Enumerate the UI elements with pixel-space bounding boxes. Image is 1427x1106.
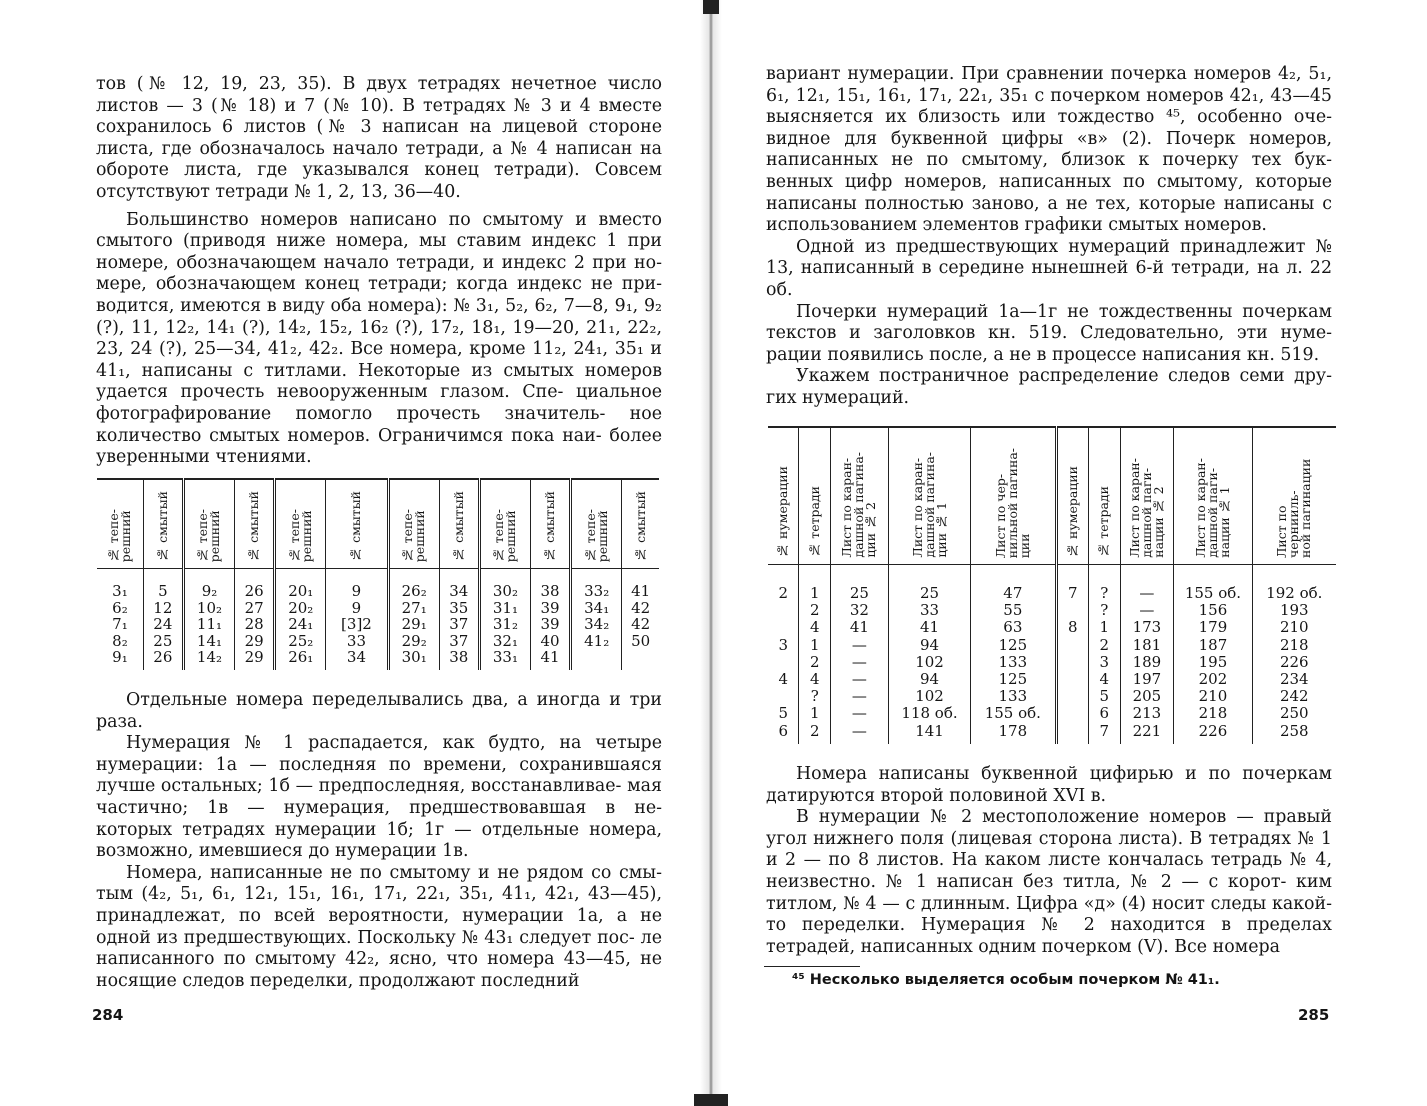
- table-column-cell: 33₂ 34₁ 34₂ 41₂: [571, 569, 622, 670]
- table-header: № тепе- решний: [183, 479, 234, 569]
- table-column-cell: 3₁ 6₂ 7₁ 8₂ 9₁: [112, 582, 128, 666]
- table-header: № тетради: [1089, 427, 1120, 565]
- table-column-cell: 30₂ 31₁ 31₂ 32₁ 33₁: [479, 569, 530, 670]
- left-paragraph-4: Нумерация № 1 распадается, как будто, на четыре нумерации: 1а — последняя по времени, сохранившаяся лучше остальных; 1б — предпоследняя, восстанавливае- мая частично; 1в — нумерация, предшествовавшая в не- которых тетрадях нумерации 1б; 1г — отдельные номера, возможно, имевшиеся до нумерации 1в.: [96, 733, 662, 862]
- table-header: Лист по чернииль- ной пагинации: [1252, 427, 1336, 565]
- table-column-cell: 9₂ 10₂ 11₁ 14₁ 14₂: [183, 569, 234, 670]
- left-paragraph-3: Отдельные номера переделывались два, а иногда и три раза.: [96, 690, 662, 732]
- footnote: ⁴⁵ Несколько выделяется особым почерком № 41₁.: [792, 972, 1220, 988]
- right-page: [712, 0, 1427, 1106]
- right-text-top: [766, 64, 1332, 410]
- right-paragraph-3: Почерки нумераций 1а—1г не тождественны почеркам текстов и заголовков кн. 519. Следовательно, эти нуме- рации появились после, а не в процессе написания кн. 519.: [766, 301, 1332, 365]
- left-paragraph-5: Номера, написанные не по смытому и не рядом со смы- тым (4₂, 5₁, 6₁, 12₁, 15₁, 16₁, 17₁, 22₁, 35₁, 41₁, 42₁, 43—45), принадлежат, по всей вероятности, нумерации 1а, а не одной из предшествующих. Поскольку № 43₁ следует пос- ле написанного по смытому 42₂, ясно, что номера 43—45, не носящие следов переделки, продолжают последний: [96, 862, 662, 991]
- page-number-left: 284: [92, 1006, 124, 1024]
- table-header: № смытый: [235, 479, 275, 569]
- table-column-cell: 9 9 [3]2 33 34: [326, 569, 388, 670]
- table-header: № тепе- решний: [275, 479, 326, 569]
- right-paragraph-5: Номера написаны буквенной цифирью и по почеркам датируются второй половиной XVI в.: [766, 764, 1332, 806]
- page-number-right: 285: [1298, 1006, 1330, 1024]
- left-text-bottom: [96, 690, 662, 992]
- table-header: № смытый: [531, 479, 571, 569]
- table-header: № тепе- решний: [571, 479, 622, 569]
- table-header: № смытый: [622, 479, 659, 569]
- right-paragraph-2: Одной из предшествующих нумераций принадлежит № 13, написанный в середине нынешней 6-й тетради, на л. 22 об.: [766, 236, 1333, 300]
- table-header: № тепе- решний: [388, 479, 439, 569]
- table-header: Лист по каран- дашной паги- нации № 1: [1174, 427, 1252, 565]
- table-column-cell: 26₂ 27₁ 29₁ 29₂ 30₁: [388, 569, 439, 670]
- table-column-cell: 2 3 4 5 6: [778, 584, 789, 740]
- table-column-cell: 192 об. 193 210 218 226 234 242 250 258: [1252, 565, 1336, 744]
- table-header: № тепе- решний: [479, 479, 530, 569]
- table-header: № нумерации: [1056, 427, 1089, 565]
- footnote-rule: [764, 966, 860, 967]
- table-column-cell: 41 42 42 50: [622, 569, 659, 670]
- table-column-cell: 34 35 37 37 38: [439, 569, 479, 670]
- table-column-cell: 26 27 28 29 29: [235, 569, 275, 670]
- table-header: № тепе- решний: [97, 479, 143, 569]
- table-column-cell: ? ? 1 2 3 4 5 6 7: [1089, 565, 1120, 744]
- left-numbers-table: [97, 478, 659, 670]
- table-header: Лист по чер- нильной пагина- ции: [971, 427, 1056, 565]
- table-column-cell: 20₁ 20₂ 24₁ 25₂ 26₁: [275, 569, 326, 670]
- left-paragraph-2: Большинство номеров написано по смытому и вместо смытого (приводя ниже номера, мы ставим индекс 1 при номере, обозначающем начало тетради, и индекс 2 при но- мере, обозначающем конец тетради; когда индекс не при- водится, имеются в виду оба номера): № 3₁, 5₂, 6₂, 7—8, 9₁, 9₂ (?), 11, 12₂, 14₁ (?), 14₂, 15₂, 16₂ (?), 17₂, 18₁, 19—20, 21₁, 22₂, 23, 24 (?), 25—34, 41₂, 42₂. Все номера, кроме 11₂, 24₁, 35₁ и 41₁, написаны с титлами. Некоторые из смытых номеров удается прочесть невооруженным глазом. Спе- циальное фотографирование помогло прочесть значитель- ное количество смытых номеров. Ограничимся пока наи- более уверенными чтениями.: [96, 209, 663, 468]
- table-column-cell: 25 32 41 — — — — — —: [830, 565, 888, 744]
- table-column-cell: — — 173 181 189 197 205 213 221: [1120, 565, 1174, 744]
- table-column-cell: 5 12 24 25 26: [143, 569, 183, 670]
- table-header: Лист по каран- дашной пагина- ции № 2: [830, 427, 888, 565]
- table-header: № тетради: [799, 427, 830, 565]
- left-text-top: [96, 74, 662, 469]
- right-paragraph-6: В нумерации № 2 местоположение номеров — правый угол нижнего поля (лицевая сторона листа). В тетрадях № 1 и 2 — по 8 листов. На каком листе кончалась тетрадь № 4, неизвестно. № 1 написан без титла, № 2 — с корот- ким титлом, № 4 — с длинным. Цифра «д» (4) носит следы какой-то переделки. Нумерация № 2 находится в пределах тетрадей, написанных одним почерком (V). Все номера: [766, 807, 1333, 957]
- left-paragraph-1: тов (№ 12, 19, 23, 35). В двух тетрадях нечетное число листов — 3 (№ 18) и 7 (№ 10). В тетрадях № 3 и 4 вместе сохранилось 6 листов (№ 3 написан на лицевой стороне листа, где обозначалось начало тетради, а № 4 написан на обороте листа, где указывался конец тетради). Совсем отсутствуют тетради № 1, 2, 13, 36—40.: [96, 74, 662, 202]
- table-header: Лист по каран- дашной пагина- ции № 1: [888, 427, 970, 565]
- right-paragraph-4: Укажем постраничное распределение следов семи дру- гих нумераций.: [766, 366, 1332, 408]
- table-column-cell: 25 33 41 94 102 94 102 118 об. 141: [888, 565, 970, 744]
- table-header: № смытый: [439, 479, 479, 569]
- table-header: Лист по каран- дашной паги- нации № 2: [1120, 427, 1174, 565]
- table-header: № нумерации: [768, 427, 799, 565]
- table-column-cell: 155 об. 156 179 187 195 202 210 218 226: [1174, 565, 1252, 744]
- table-header: № смытый: [326, 479, 388, 569]
- table-header: № смытый: [143, 479, 183, 569]
- table-column-cell: 47 55 63 125 133 125 133 155 об. 178: [971, 565, 1056, 744]
- table-column-cell: 1 2 4 1 2 4 ? 1 2: [799, 565, 830, 744]
- right-pagination-table: [768, 426, 1336, 744]
- left-page: [0, 0, 712, 1106]
- table-column-cell: 7 8: [1056, 565, 1089, 744]
- table-column-cell: 38 39 39 40 41: [531, 569, 571, 670]
- right-text-bottom: [766, 764, 1332, 958]
- right-paragraph-1: вариант нумерации. При сравнении почерка номеров 4₂, 5₁, 6₁, 12₁, 15₁, 16₁, 17₁, 22₁, 35₁ с почерком номеров 42₁, 43—45 выясняется их близость или тождество ⁴⁵, особенно оче- видное для буквенной цифры «в» (2). Почерк номеров, написанных не по смытому, близок к почерку тех бук- венных цифр номеров, написанных по смытому, которые написаны полностью заново, а не тех, которые написаны с использованием элементов графики смытых номеров.: [766, 64, 1332, 236]
